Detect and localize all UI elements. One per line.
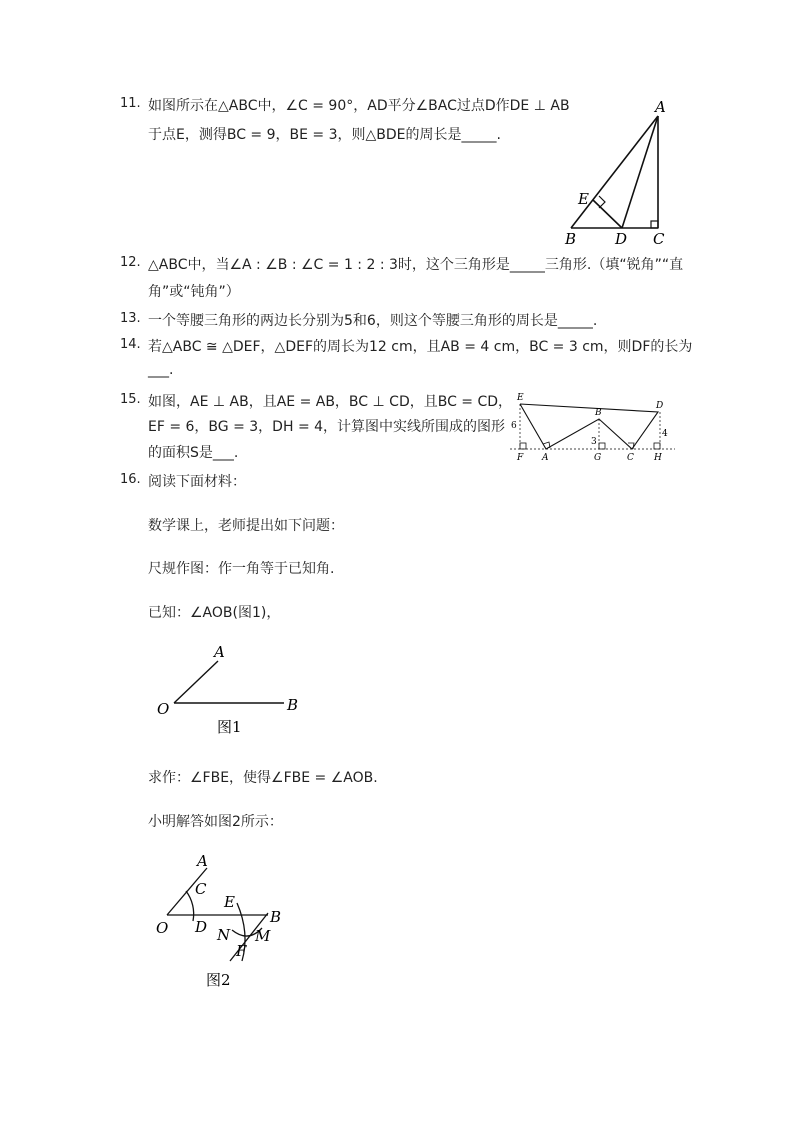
label-e: E	[578, 190, 589, 208]
label-d: D	[656, 401, 664, 411]
label-c: C	[195, 880, 207, 898]
question-text-line: EF = 6，BG = 3，DH = 4，计算图中实线所围成的图形	[148, 419, 506, 435]
question-number: 15.	[120, 392, 141, 407]
question-text-line: 若△ABC ≅ △DEF，△DEF的周长为12 cm，且AB = 4 cm，BC = 3 cm，则DF的长为	[148, 339, 693, 355]
label-d: D	[195, 918, 208, 936]
question-text-line: 如图所示在△ABC中，∠C = 90°，AD平分∠BAC过点D作DE ⊥ AB	[148, 98, 570, 114]
figure-2-construction	[150, 848, 300, 993]
label-b: B	[565, 230, 577, 248]
figure-area-polygon	[505, 388, 680, 468]
question-text-line: 如图，AE ⊥ AB，且AE = AB，BC ⊥ CD，且BC = CD，	[148, 394, 513, 410]
question-number: 13.	[120, 311, 141, 326]
figure-triangle-abc	[555, 98, 675, 250]
question-text-line: 于点E，测得BC = 9，BE = 3，则△BDE的周长是_____.	[148, 127, 501, 143]
question-text-line: 角”或“钝角”）	[148, 284, 240, 300]
figure-1-angle-aob	[150, 640, 310, 740]
label-a: A	[655, 98, 666, 116]
label-c: C	[653, 230, 665, 248]
question-text-line: 尺规作图：作一角等于已知角.	[148, 561, 335, 577]
label-b: B	[270, 908, 282, 926]
question-number: 14.	[120, 337, 141, 352]
figure-caption: 图1	[217, 718, 242, 736]
label-e: E	[224, 893, 235, 911]
label-three: 3	[591, 437, 597, 447]
label-a: A	[197, 852, 208, 870]
question-text-line: 一个等腰三角形的两边长分别为5和6，则这个等腰三角形的周长是_____.	[148, 313, 598, 329]
label-f: F	[236, 942, 247, 960]
question-text-line: 求作：∠FBE，使得∠FBE = ∠AOB.	[148, 770, 378, 786]
question-text-line: △ABC中，当∠A : ∠B : ∠C = 1 : 2 : 3时，这个三角形是_____三角形.（填“锐角”“直	[148, 257, 684, 273]
label-e: E	[517, 393, 524, 403]
question-text-line: ___.	[148, 362, 174, 378]
label-g: G	[594, 453, 602, 463]
label-o: O	[156, 919, 169, 937]
label-b: B	[287, 696, 299, 714]
label-a: A	[542, 453, 549, 463]
label-four: 4	[662, 429, 668, 439]
label-m: M	[255, 927, 271, 945]
question-number: 11.	[120, 96, 141, 111]
question-text-line: 已知：∠AOB(图1)，	[148, 605, 281, 621]
label-n: N	[217, 926, 231, 944]
label-b: B	[595, 408, 602, 418]
question-text-line: 阅读下面材料：	[148, 474, 246, 490]
label-a: A	[214, 643, 225, 661]
label-o: O	[157, 700, 170, 718]
question-text-line: 数学课上，老师提出如下问题：	[148, 518, 344, 534]
label-f: F	[517, 453, 524, 463]
question-text-line: 的面积S是___.	[148, 445, 239, 461]
question-text-line: 小明解答如图2所示：	[148, 814, 283, 830]
figure-caption: 图2	[206, 971, 231, 989]
label-d: D	[615, 230, 628, 248]
label-h: H	[654, 453, 662, 463]
label-c: C	[627, 453, 634, 463]
question-number: 16.	[120, 472, 141, 487]
label-six: 6	[511, 421, 517, 431]
question-number: 12.	[120, 255, 141, 270]
